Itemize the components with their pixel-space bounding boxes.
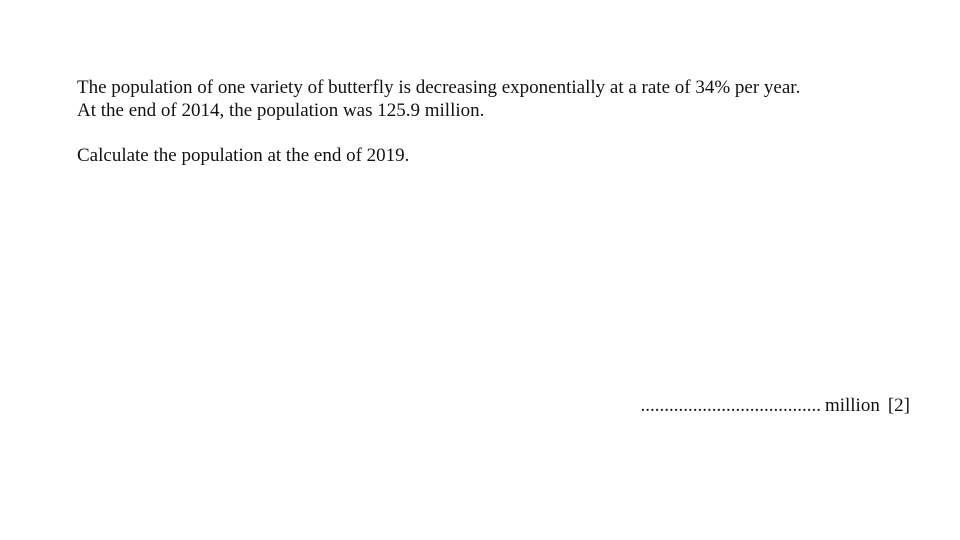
- answer-line: [640, 394, 910, 417]
- marks-indicator: [2]: [887, 395, 910, 416]
- answer-blank[interactable]: ......................................: [640, 395, 821, 416]
- question-statement-line-1: The population of one variety of butterfly is decreasing exponentially at a rate of 34% per year.: [77, 77, 801, 98]
- question-instruction: Calculate the population at the end of 2019.: [77, 145, 410, 166]
- question-block: [77, 76, 897, 167]
- answer-unit: million: [824, 395, 880, 416]
- spacer: [77, 122, 897, 144]
- question-statement-line-2: At the end of 2014, the population was 125.9 million.: [77, 100, 485, 121]
